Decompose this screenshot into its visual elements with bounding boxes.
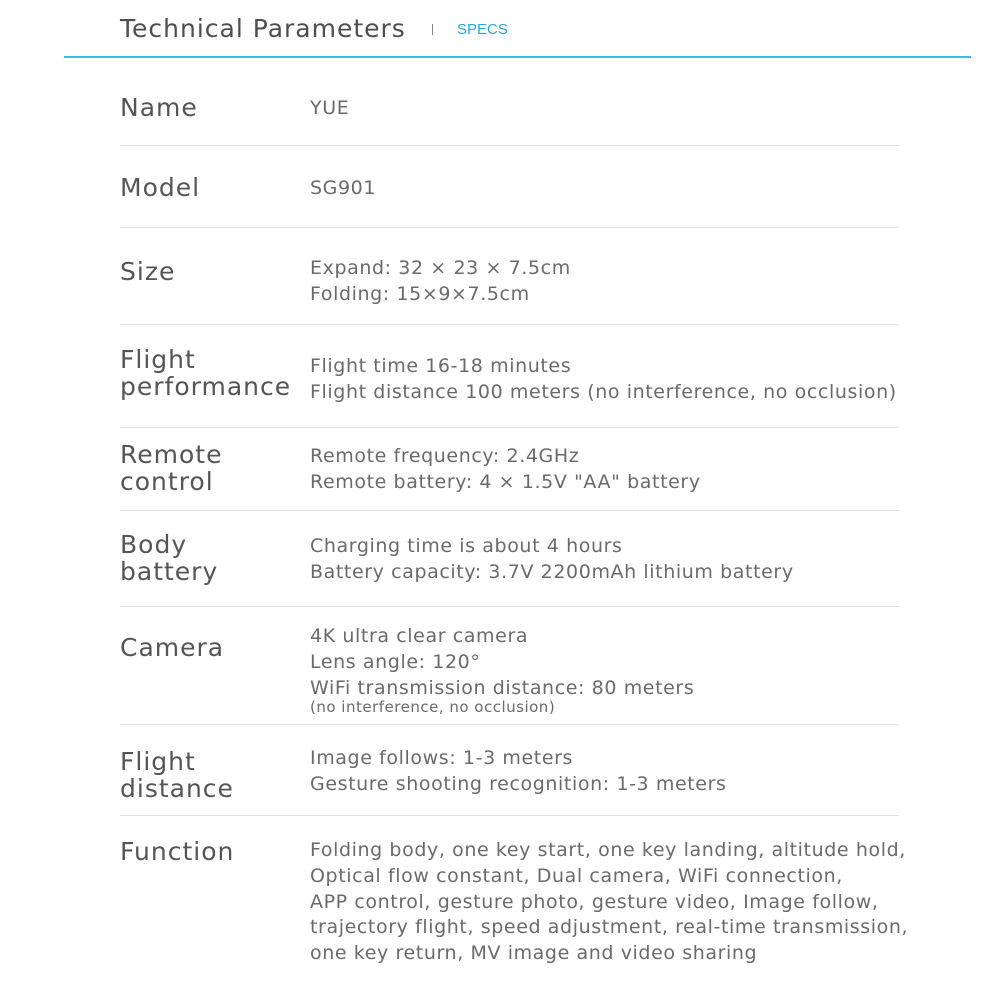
spec-label: Size: [120, 257, 176, 286]
spec-value: Flight time 16-18 minutes Flight distance 100 meters (no interference, no occlusion): [310, 355, 897, 403]
spec-value: 4K ultra clear camera Lens angle: 120° WiFi transmission distance: 80 meters: [310, 625, 695, 699]
spec-label: Body battery: [120, 530, 219, 586]
header-rule: [64, 56, 971, 58]
page-title: Technical Parameters: [120, 14, 406, 43]
spec-value: Charging time is about 4 hours Battery capacity: 3.7V 2200mAh lithium battery: [310, 535, 794, 583]
row-divider: [120, 606, 899, 607]
row-divider: [120, 510, 899, 511]
row-divider: [120, 324, 899, 325]
spec-value: YUE: [310, 97, 350, 119]
spec-label: Flight performance: [120, 345, 292, 401]
spec-value: Folding body, one key start, one key landing, altitude hold, Optical flow constant, Dual camera, WiFi connection, APP control, gesture photo, gesture video, Image follow, trajectory flight, speed adjustment, real-time transmission, one key return, MV image and video sharing: [310, 839, 909, 965]
header-separator: [432, 24, 433, 35]
spec-label: Camera: [120, 633, 225, 662]
spec-value: Image follows: 1-3 meters Gesture shooting recognition: 1-3 meters: [310, 747, 727, 795]
row-divider: [120, 145, 899, 146]
header-tag: SPECS: [457, 21, 508, 38]
row-divider: [120, 427, 899, 428]
row-divider: [120, 815, 899, 816]
spec-label: Function: [120, 837, 235, 866]
spec-value: SG901: [310, 177, 377, 199]
spec-note: (no interference, no occlusion): [310, 698, 556, 716]
row-divider: [120, 227, 899, 228]
spec-label: Flight distance: [120, 747, 234, 803]
spec-label: Remote control: [120, 440, 223, 496]
spec-label: Model: [120, 173, 201, 202]
spec-label: Name: [120, 93, 198, 122]
spec-value: Expand: 32 × 23 × 7.5cm Folding: 15×9×7.5cm: [310, 257, 571, 305]
row-divider: [120, 724, 899, 725]
spec-value: Remote frequency: 2.4GHz Remote battery: 4 × 1.5V "AA" battery: [310, 445, 701, 493]
